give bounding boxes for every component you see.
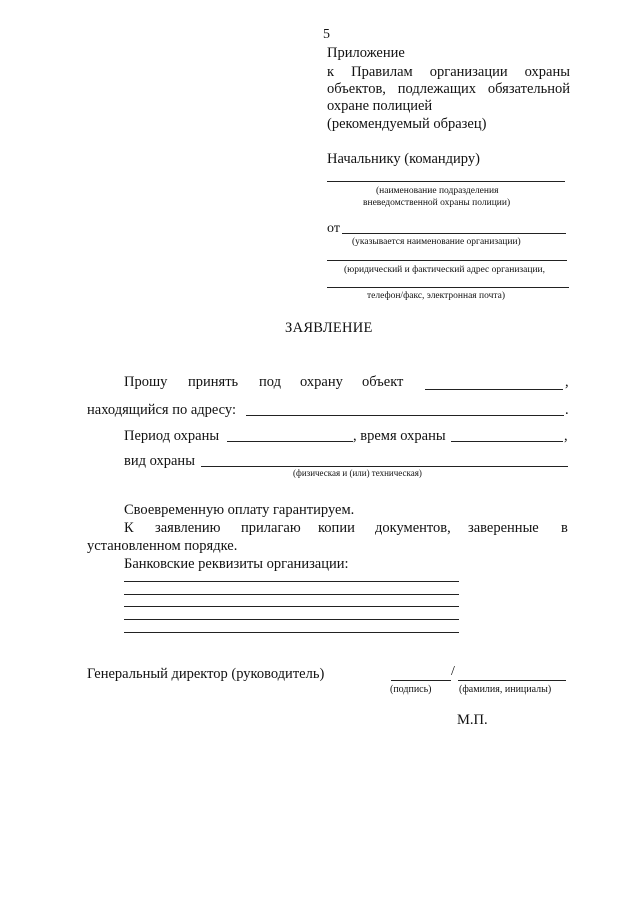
located-label: находящийся по адресу: <box>87 402 237 418</box>
name-initials-line[interactable] <box>458 680 566 681</box>
bank-line-1[interactable] <box>124 581 459 582</box>
attach-word-5: документов, <box>375 520 451 536</box>
director-label: Генеральный директор (руководитель) <box>87 666 325 682</box>
bank-label: Банковские реквизиты организации: <box>124 556 349 572</box>
request-word-1: Прошу <box>124 374 168 390</box>
stamp-label: М.П. <box>457 712 488 728</box>
from-label: от <box>327 221 340 236</box>
attach-word-6: заверенные <box>468 520 539 536</box>
chief-name-line[interactable] <box>327 181 565 182</box>
contacts-hint: телефон/факс, электронная почта) <box>367 291 506 301</box>
signature-separator: / <box>451 664 455 679</box>
object-address-line[interactable] <box>246 415 564 416</box>
type-hint: (физическая и (или) техническая) <box>293 468 422 478</box>
appendix-title: Приложение <box>327 45 405 61</box>
bank-line-3[interactable] <box>124 606 459 607</box>
signature-line[interactable] <box>391 680 451 681</box>
from-org-line[interactable] <box>342 233 566 234</box>
name-hint: (фамилия, инициалы) <box>459 684 552 695</box>
attach-line-2: установленном порядке. <box>87 538 238 554</box>
attach-word-3: прилагаю <box>241 520 301 536</box>
located-end: . <box>565 402 569 418</box>
request-word-2: принять <box>188 374 239 390</box>
attach-word-2: заявлению <box>155 520 221 536</box>
type-label: вид охраны <box>124 453 195 469</box>
from-org-hint: (указывается наименование организации) <box>352 237 521 247</box>
appendix-line-1: к Правилам организации охраны <box>327 64 570 80</box>
address-hint: (юридический и фактический адрес организации, <box>344 265 546 275</box>
attach-word-7: в <box>561 520 568 536</box>
request-word-4: охрану <box>300 374 343 390</box>
attach-word-4: копии <box>318 520 355 536</box>
object-name-line[interactable] <box>425 389 563 390</box>
request-word-3: под <box>259 374 281 390</box>
chief-hint-2: вневедомственной охраны полиции) <box>363 198 511 208</box>
period-line[interactable] <box>227 441 353 442</box>
page-number: 5 <box>323 27 330 42</box>
bank-line-2[interactable] <box>124 594 459 595</box>
time-label: , время охраны <box>353 428 446 444</box>
type-line[interactable] <box>201 466 568 467</box>
document-title: ЗАЯВЛЕНИЕ <box>285 320 373 336</box>
chief-hint-1: (наименование подразделения <box>376 186 499 196</box>
signature-hint: (подпись) <box>390 684 432 695</box>
address-line[interactable] <box>327 260 567 261</box>
time-line[interactable] <box>451 441 563 442</box>
appendix-line-3: охране полицией <box>327 98 433 114</box>
bank-line-4[interactable] <box>124 619 459 620</box>
request-word-5: объект <box>362 374 404 390</box>
attach-word-1: К <box>124 520 134 536</box>
period-label: Период охраны <box>124 428 220 444</box>
appendix-line-4: (рекомендуемый образец) <box>327 116 487 132</box>
bank-line-5[interactable] <box>124 632 459 633</box>
contacts-line[interactable] <box>327 287 569 288</box>
appendix-line-2: объектов, подлежащих обязательной <box>327 81 570 97</box>
addressee-label: Начальнику (командиру) <box>327 151 480 167</box>
request-comma: , <box>565 374 569 390</box>
guarantee-text: Своевременную оплату гарантируем. <box>124 502 355 518</box>
period-end: , <box>564 428 568 444</box>
